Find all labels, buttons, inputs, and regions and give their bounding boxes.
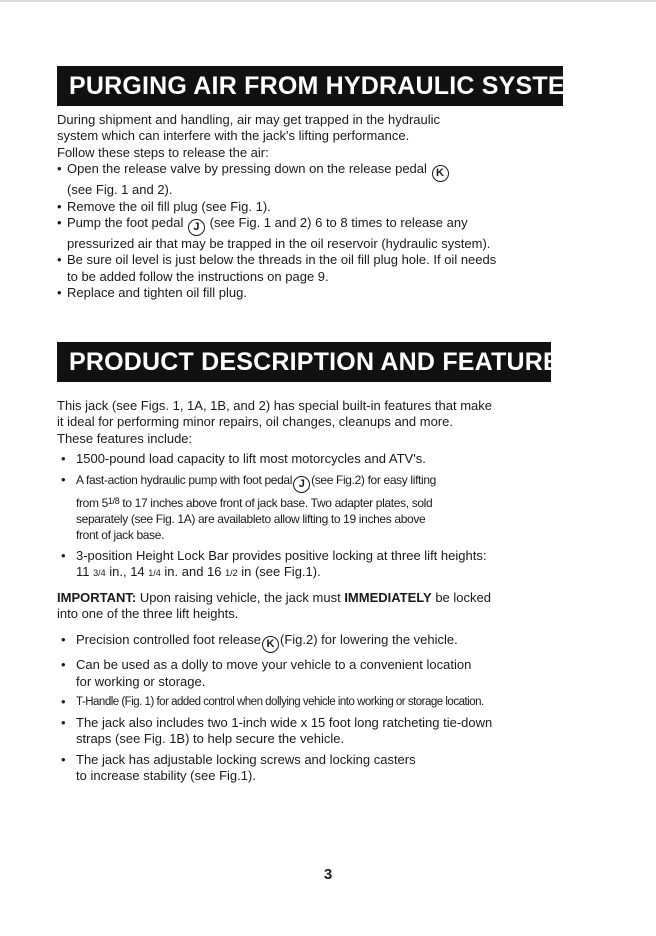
purging-intro-line: During shipment and handling, air may get trapped in the hydraulic [57,112,441,127]
feature-text: The jack also includes two 1-inch wide x 15 foot long ratcheting tie-down [76,714,493,730]
bullet: • [61,632,66,648]
important-text: be locked [431,589,491,605]
feature-item [57,472,617,544]
step-text: Pump the foot pedal [67,215,184,231]
purging-step [57,285,617,301]
fraction: 1/8 [107,495,120,506]
feature-text: Precision controlled foot release [76,632,261,648]
feature-text: separately (see Fig. 1A) are availableto allow lifting to 19 inches above [76,512,426,527]
feature-text: (Fig.2) for lowering the vehicle. [280,632,458,648]
step-text: (see Fig. 1 and 2). [67,182,173,198]
bullet: • [61,471,66,487]
fraction: 1/2 [225,568,238,579]
purging-section-body [57,112,617,302]
important-notice [57,590,617,623]
feature-text: 11 [76,564,94,580]
bullet: • [61,547,66,563]
bullet: • [57,285,62,301]
fraction: 3/4 [93,568,106,579]
purging-intro-line: system which can interfere with the jack's lifting performance. [57,128,410,144]
feature-item [57,657,617,690]
step-text: to be added follow the instructions on page 9. [67,268,329,284]
feature-text: for working or storage. [76,673,206,689]
step-text: (see Fig. 1 and 2) 6 to 8 times to release any [209,215,468,231]
feature-item [57,451,617,467]
important-label: IMPORTANT: [57,589,137,605]
release-pedal-k-badge: K [432,165,449,182]
foot-pedal-j-badge: J [188,219,205,236]
feature-text: 1500-pound load capacity to lift most motorcycles and ATV's. [76,451,426,467]
foot-release-k-badge: K [262,636,279,653]
feature-item [57,715,617,748]
bullet: • [61,694,66,710]
purging-step [57,199,617,215]
bullet: • [61,714,66,730]
bullet: • [57,198,62,214]
purging-step [57,252,617,285]
section-title-features: PRODUCT DESCRIPTION AND FEATURES [57,342,551,382]
bullet: • [57,252,62,268]
feature-text: straps (see Fig. 1B) to help secure the vehicle. [76,731,345,747]
foot-pedal-j-badge: J [293,476,310,493]
purging-step [57,161,617,198]
important-text: Upon raising vehicle, the jack must [136,589,345,605]
step-text: Remove the oil fill plug (see Fig. 1). [67,198,271,214]
step-text: Be sure oil level is just below the threads in the oil fill plug hole. If oil needs [67,252,497,268]
feature-text: from 5 [76,495,108,510]
features-intro-line: This jack (see Figs. 1, 1A, 1B, and 2) has special built-in features that make [57,398,492,413]
purging-intro-line: Follow these steps to release the air: [57,144,269,160]
feature-item [57,694,617,710]
feature-text: (see Fig.2) for easy lifting [311,472,436,487]
bullet: • [57,215,62,231]
feature-text: 3-position Height Lock Bar provides positive locking at three lift heights: [76,547,487,563]
feature-text: front of jack base. [76,528,165,543]
feature-text: to increase stability (see Fig.1). [76,767,256,783]
step-text: Open the release valve by pressing down on the release pedal [67,161,427,177]
feature-text: Can be used as a dolly to move your vehicle to a convenient location [76,657,472,673]
feature-text: in (see Fig.1). [237,564,321,580]
page-number: 3 [323,866,333,883]
scan-edge [0,0,656,2]
important-text: into one of the three lift heights. [57,606,239,622]
feature-text: to 17 inches above front of jack base. Two adapter plates, sold [119,495,433,510]
feature-text: T-Handle (Fig. 1) for added control when dollying vehicle into working or storage location. [76,696,484,709]
feature-text: in. and 16 [160,564,226,580]
feature-item [57,632,617,653]
step-text: pressurized air that may be trapped in the oil reservoir (hydraulic system). [67,236,491,252]
feature-text: A fast-action hydraulic pump with foot pedal [76,472,293,487]
feature-item [57,548,617,582]
bullet: • [61,751,66,767]
feature-item [57,752,617,785]
features-intro-line: These features include: [57,430,193,446]
features-section-body [57,398,617,788]
features-intro-line: it ideal for performing minor repairs, oil changes, cleanups and more. [57,414,453,430]
step-text: Replace and tighten oil fill plug. [67,285,247,301]
purging-step [57,215,617,252]
section-title-purging: PURGING AIR FROM HYDRAULIC SYSTEM [57,66,563,106]
feature-text: in., 14 [105,564,149,580]
bullet: • [57,161,62,177]
bullet: • [61,451,66,467]
bullet: • [61,657,66,673]
important-emphasis: IMMEDIATELY [344,589,432,605]
feature-text: The jack has adjustable locking screws and locking casters [76,751,416,767]
fraction: 1/4 [148,568,161,579]
